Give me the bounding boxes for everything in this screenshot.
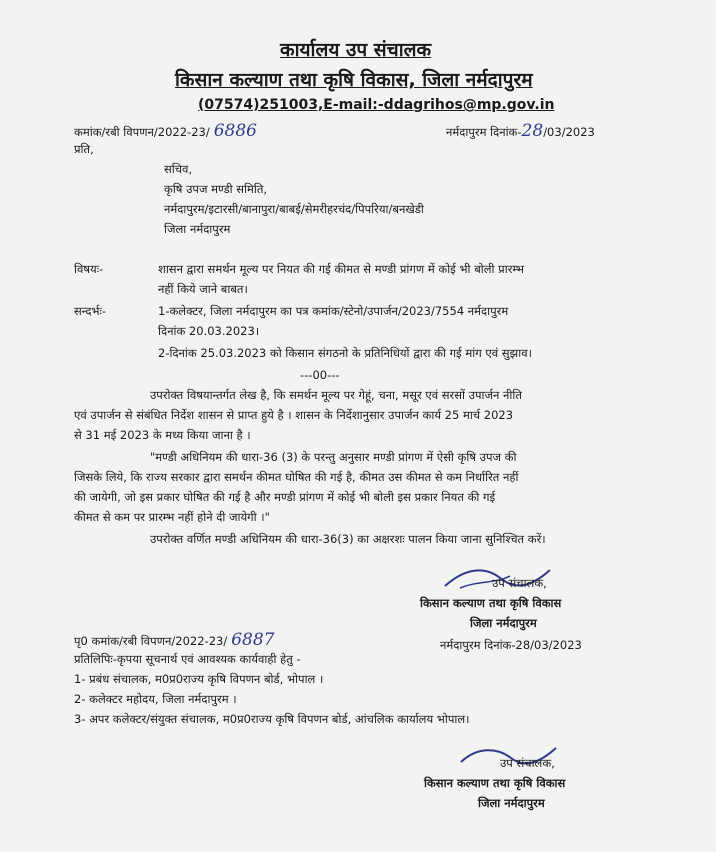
addressee-line: कृषि उपज मण्डी समिति, xyxy=(164,182,268,196)
body-line: कीमत से कम पर प्रारम्भ नहीं होने दी जायेगी ।" xyxy=(74,510,270,524)
body-line: उपरोक्त वर्णित मण्डी अधिनियम की धारा-36(3) का अक्षरशः पालन किया जाना सुनिश्चित करें। xyxy=(150,532,546,546)
handwritten-date-day: 28 xyxy=(521,121,544,141)
copy-list-item: 1- प्रबंध संचालक, म0प्र0राज्य कृषि विपणन बोर्ड, भोपाल । xyxy=(74,672,324,686)
place-date-prefix: नर्मदापुरम दिनांक- xyxy=(446,125,522,139)
reference-number-line xyxy=(74,121,257,141)
body-line: की जायेगी, जो इस प्रकार घोषित की गई है और मण्डी प्रांगण में कोई भी बोली इस प्रकार नियत की गई xyxy=(74,490,496,504)
signature-line: जिला नर्मदापुरम xyxy=(478,796,545,810)
signature-line: किसान कल्याण तथा कृषि विकास xyxy=(420,596,562,610)
office-subtitle: किसान कल्याण तथा कृषि विकास, जिला नर्मदापुरम xyxy=(175,69,533,91)
signature-line: किसान कल्याण तथा कृषि विकास xyxy=(424,776,566,790)
addressee-line: सचिव, xyxy=(164,162,193,176)
reference-label: सन्दर्भः- xyxy=(74,304,106,318)
place-date-line xyxy=(446,121,595,141)
body-line: "मण्डी अधिनियम की धारा-36 (3) के परन्तु अनुसार मण्डी प्रांगण में ऐसी कृषि उपज की xyxy=(150,450,517,464)
reference-line: 1-कलेक्टर, जिला नर्मदापुरम का पत्र कमांक/स्टेनो/उपार्जन/2023/7554 नर्मदापुरम xyxy=(158,304,509,318)
to-label: प्रति, xyxy=(74,142,94,156)
subject-line: नहीं किये जाने बाबत। xyxy=(158,282,248,296)
handwritten-ref-number: 6886 xyxy=(213,121,257,141)
copy-list-item: 2- कलेक्टर महोदय, जिला नर्मदापुरम । xyxy=(74,692,237,706)
copy-reference-line xyxy=(74,630,274,650)
subject-label: विषयः- xyxy=(74,262,104,276)
separator: ---00--- xyxy=(300,368,340,382)
office-title: कार्यालय उप संचालक xyxy=(280,39,432,61)
signature-date: नर्मदापुरम दिनांक-28/03/2023 xyxy=(440,638,582,652)
copy-to-label: प्रतिलिपिः-कृपया सूचनार्थ एवं आवश्यक कार्यवाही हेतु - xyxy=(74,652,301,666)
body-line: एवं उपार्जन से संबंधित निर्देश शासन से प्राप्त हुये है । शासन के निर्देशानुसार उपार्जन कार्य 25 मार्च 2023 xyxy=(74,408,514,422)
body-line: से 31 मई 2023 के मध्य किया जाना है । xyxy=(74,428,251,442)
contact-line: (07574)251003,E-mail:-ddagrihos@mp.gov.in xyxy=(198,97,555,113)
addressee-line: जिला नर्मदापुरम xyxy=(164,222,231,236)
copy-list-item: 3- अपर कलेक्टर/संयुक्त संचालक, म0प्र0राज्य कृषि विपणन बोर्ड, आंचलिक कार्यालय भोपाल। xyxy=(74,712,470,726)
signature-designation: उप संचालक, xyxy=(500,756,555,770)
reference-line: दिनांक 20.03.2023। xyxy=(158,324,260,338)
date-rest: /03/2023 xyxy=(543,125,595,139)
subject-line: शासन द्वारा समर्थन मूल्य पर नियत की गई कीमत से मण्डी प्रांगण में कोई भी बोली प्रारम्भ xyxy=(158,262,524,276)
ref-prefix: कमांक/रबी विपणन/2022-23/ xyxy=(74,125,210,139)
body-line: उपरोक्त विषयान्तर्गत लेख है, कि समर्थन मूल्य पर गेहूं, चना, मसूर एवं सरसों उपार्जन नीति xyxy=(150,388,522,402)
signature-line: जिला नर्मदापुरम xyxy=(470,616,537,630)
handwritten-copy-ref-number: 6887 xyxy=(231,630,275,650)
reference-line: 2-दिनांक 25.03.2023 को किसान संगठनो के प्रतिनिधियों द्वारा की गई मांग एवं सुझाव। xyxy=(158,346,532,360)
body-line: जिसके लिये, कि राज्य सरकार द्वारा समर्थन कीमत घोषित की गई है, कीमत उस कीमत से कम निर्धारित नहीं xyxy=(74,470,519,484)
copy-ref-prefix: पृ0 कमांक/रबी विपणन/2022-23/ xyxy=(74,634,228,648)
addressee-line: नर्मदापुरम/इटारसी/बानापुरा/बाबई/सेमरीहरचंद/पिपरिया/बनखेडी xyxy=(164,202,424,216)
signature-designation: उप संचालक, xyxy=(492,576,547,590)
